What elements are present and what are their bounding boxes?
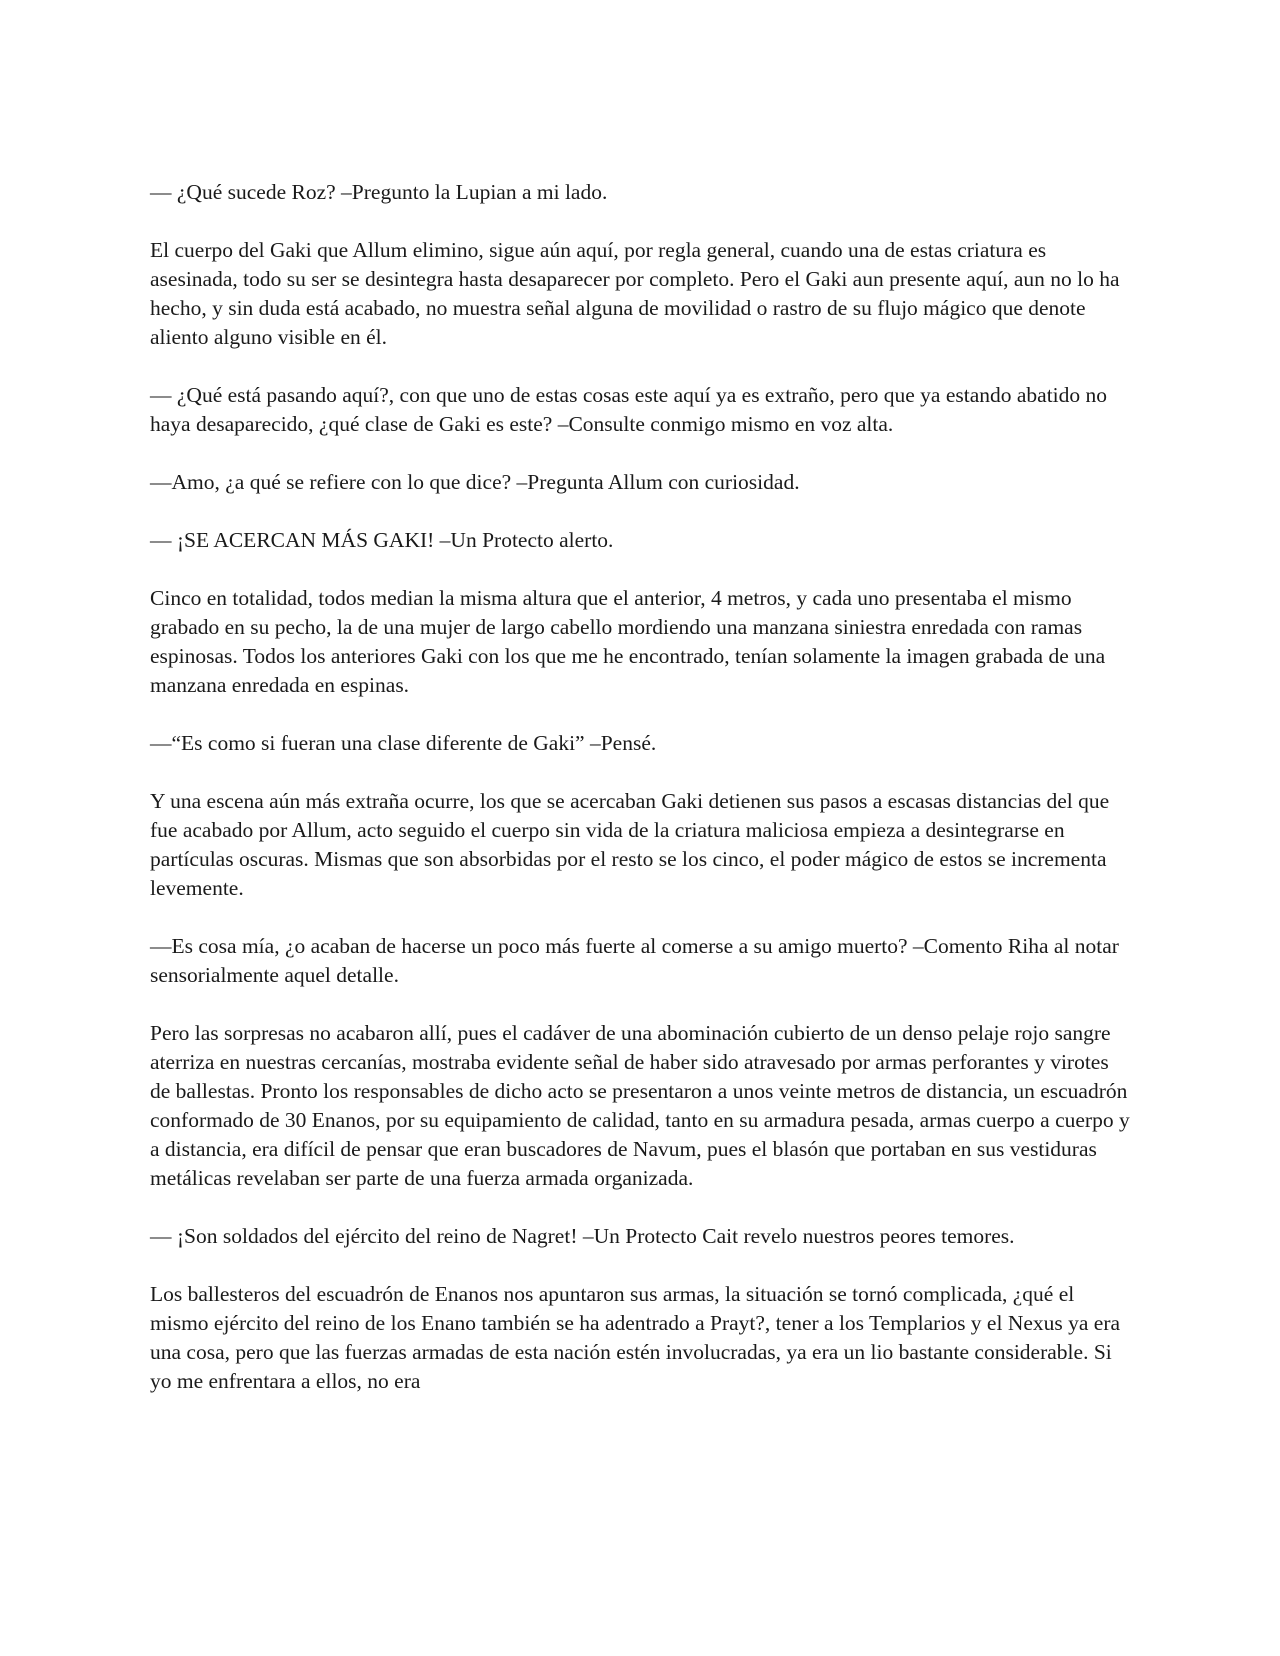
paragraph: Pero las sorpresas no acabaron allí, pues el cadáver de una abominación cubierto de un denso pelaje rojo sangre aterriza en nuestras cercanías, mostraba evidente señal de haber sido atravesado por armas perforantes y virotes de ballestas. Pronto los responsables de dicho acto se presentaron a unos veinte metros de distancia, un escuadrón conformado de 30 Enanos, por su equipamiento de calidad, tanto en su armadura pesada, armas cuerpo a cuerpo y a distancia, era difícil de pensar que eran buscadores de Navum, pues el blasón que portaban en sus vestiduras metálicas revelaban ser parte de una fuerza armada organizada.: [150, 1021, 1130, 1190]
paragraph: Y una escena aún más extraña ocurre, los que se acercaban Gaki detienen sus pasos a escasas distancias del que fue acabado por Allum, acto seguido el cuerpo sin vida de la criatura maliciosa empieza a desintegrarse en partículas oscuras. Mismas que son absorbidas por el resto se los cinco, el poder mágico de estos se incrementa levemente.: [150, 789, 1110, 900]
paragraph: — ¿Qué sucede Roz? –Pregunto la Lupian a mi lado.: [150, 180, 608, 204]
paragraph: —Amo, ¿a qué se refiere con lo que dice? –Pregunta Allum con curiosidad.: [150, 470, 800, 494]
document-page: [150, 178, 1130, 1396]
paragraph: — ¡Son soldados del ejército del reino de Nagret! –Un Protecto Cait revelo nuestros peores temores.: [150, 1224, 1015, 1248]
paragraph: — ¡SE ACERCAN MÁS GAKI! –Un Protecto alerto.: [150, 528, 614, 552]
paragraph: — ¿Qué está pasando aquí?, con que uno de estas cosas este aquí ya es extraño, pero que ya estando abatido no haya desaparecido, ¿qué clase de Gaki es este? –Consulte conmigo mismo en voz alta.: [150, 383, 1108, 436]
paragraph: —Es cosa mía, ¿o acaban de hacerse un poco más fuerte al comerse a su amigo muerto? –Comento Riha al notar sensorialmente aquel detalle.: [150, 934, 1119, 987]
paragraph: Cinco en totalidad, todos median la misma altura que el anterior, 4 metros, y cada uno presentaba el mismo grabado en su pecho, la de una mujer de largo cabello mordiendo una manzana siniestra enredada con ramas espinosas. Todos los anteriores Gaki con los que me he encontrado, tenían solamente la imagen grabada de una manzana enredada en espinas.: [150, 586, 1106, 697]
paragraph: Los ballesteros del escuadrón de Enanos nos apuntaron sus armas, la situación se tornó complicada, ¿qué el mismo ejército del reino de los Enano también se ha adentrado a Prayt?, tener a los Templarios y el Nexus ya era una cosa, pero que las fuerzas armadas de esta nación estén involucradas, ya era un lio bastante considerable. Si yo me enfrentara a ellos, no era: [150, 1282, 1121, 1393]
paragraph: El cuerpo del Gaki que Allum elimino, sigue aún aquí, por regla general, cuando una de estas criatura es asesinada, todo su ser se desintegra hasta desaparecer por completo. Pero el Gaki aun presente aquí, aun no lo ha hecho, y sin duda está acabado, no muestra señal alguna de movilidad o rastro de su flujo mágico que denote aliento alguno visible en él.: [150, 238, 1120, 349]
paragraph: —“Es como si fueran una clase diferente de Gaki” –Pensé.: [150, 731, 657, 755]
